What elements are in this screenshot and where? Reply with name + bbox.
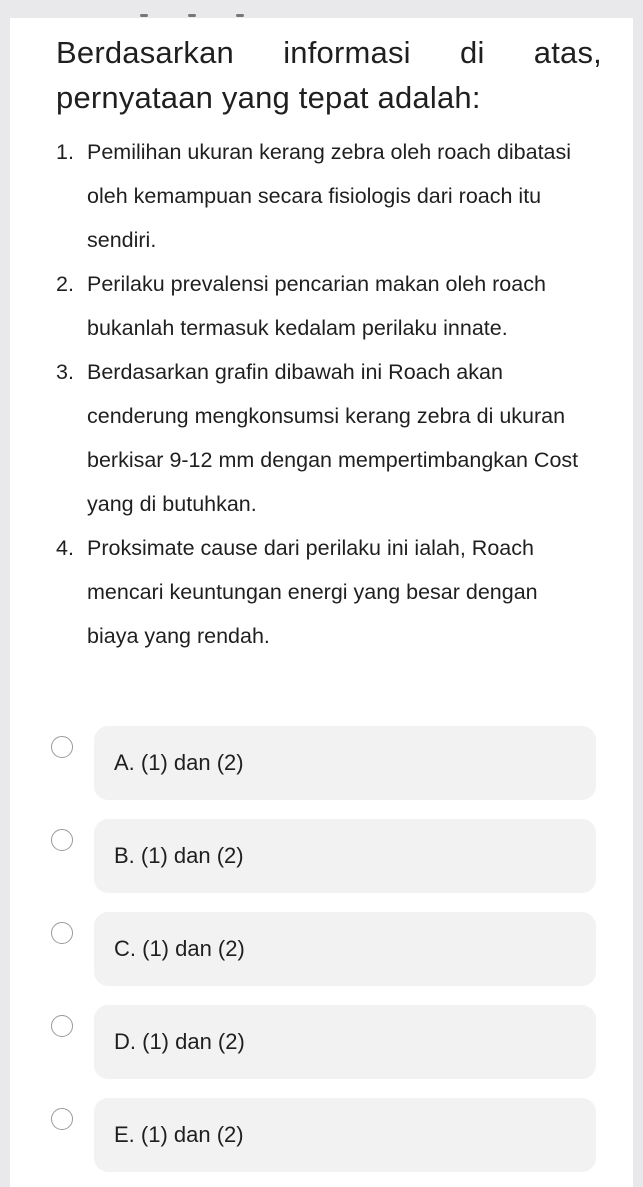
statement-text: Berdasarkan grafin dibawah ini Roach akan cenderung mengkonsumsi kerang zebra di ukuran berkisar 9-12 mm dengan mempertimbangkan Cost yang di butuhkan. [87,360,579,516]
statement-text: Perilaku prevalensi pencarian makan oleh roach bukanlah termasuk kedalam perilaku innate. [87,272,546,340]
statement-item [56,350,586,526]
question-card [10,18,633,1187]
radio-button-b[interactable] [51,829,73,851]
answer-option-b[interactable] [10,819,633,895]
text-fragment [188,14,196,17]
statement-number: 2. [56,272,74,296]
answer-option-d[interactable] [10,1005,633,1081]
option-box-c[interactable] [94,912,596,986]
statement-item [56,526,586,658]
statement-number: 1. [56,140,74,164]
answer-option-e[interactable] [10,1098,633,1174]
clipped-previous-text [140,14,340,20]
option-label-d: D. (1) dan (2) [114,1029,245,1054]
statement-number: 3. [56,360,74,384]
answer-option-c[interactable] [10,912,633,988]
answer-option-a[interactable] [10,726,633,802]
statement-number: 4. [56,536,74,560]
text-fragment [140,14,148,17]
statement-item [56,130,586,262]
option-label-a: A. (1) dan (2) [114,750,244,775]
option-box-d[interactable] [94,1005,596,1079]
option-label-e: E. (1) dan (2) [114,1122,244,1147]
option-box-b[interactable] [94,819,596,893]
statement-text: Proksimate cause dari perilaku ini ialah, Roach mencari keuntungan energi yang besar dengan biaya yang rendah. [87,536,538,648]
radio-button-e[interactable] [51,1108,73,1130]
option-label-c: C. (1) dan (2) [114,936,245,961]
text-fragment [236,14,244,17]
statement-text: Pemilihan ukuran kerang zebra oleh roach dibatasi oleh kemampuan secara fisiologis dari roach itu sendiri. [87,140,572,252]
option-box-e[interactable] [94,1098,596,1172]
radio-button-a[interactable] [51,736,73,758]
option-label-b: B. (1) dan (2) [114,843,244,868]
option-box-a[interactable] [94,726,596,800]
radio-button-d[interactable] [51,1015,73,1037]
statement-item [56,262,586,350]
question-title: Berdasarkan informasi di atas, pernyataan yang tepat adalah: [56,35,602,115]
statement-list [56,130,586,658]
radio-button-c[interactable] [51,922,73,944]
